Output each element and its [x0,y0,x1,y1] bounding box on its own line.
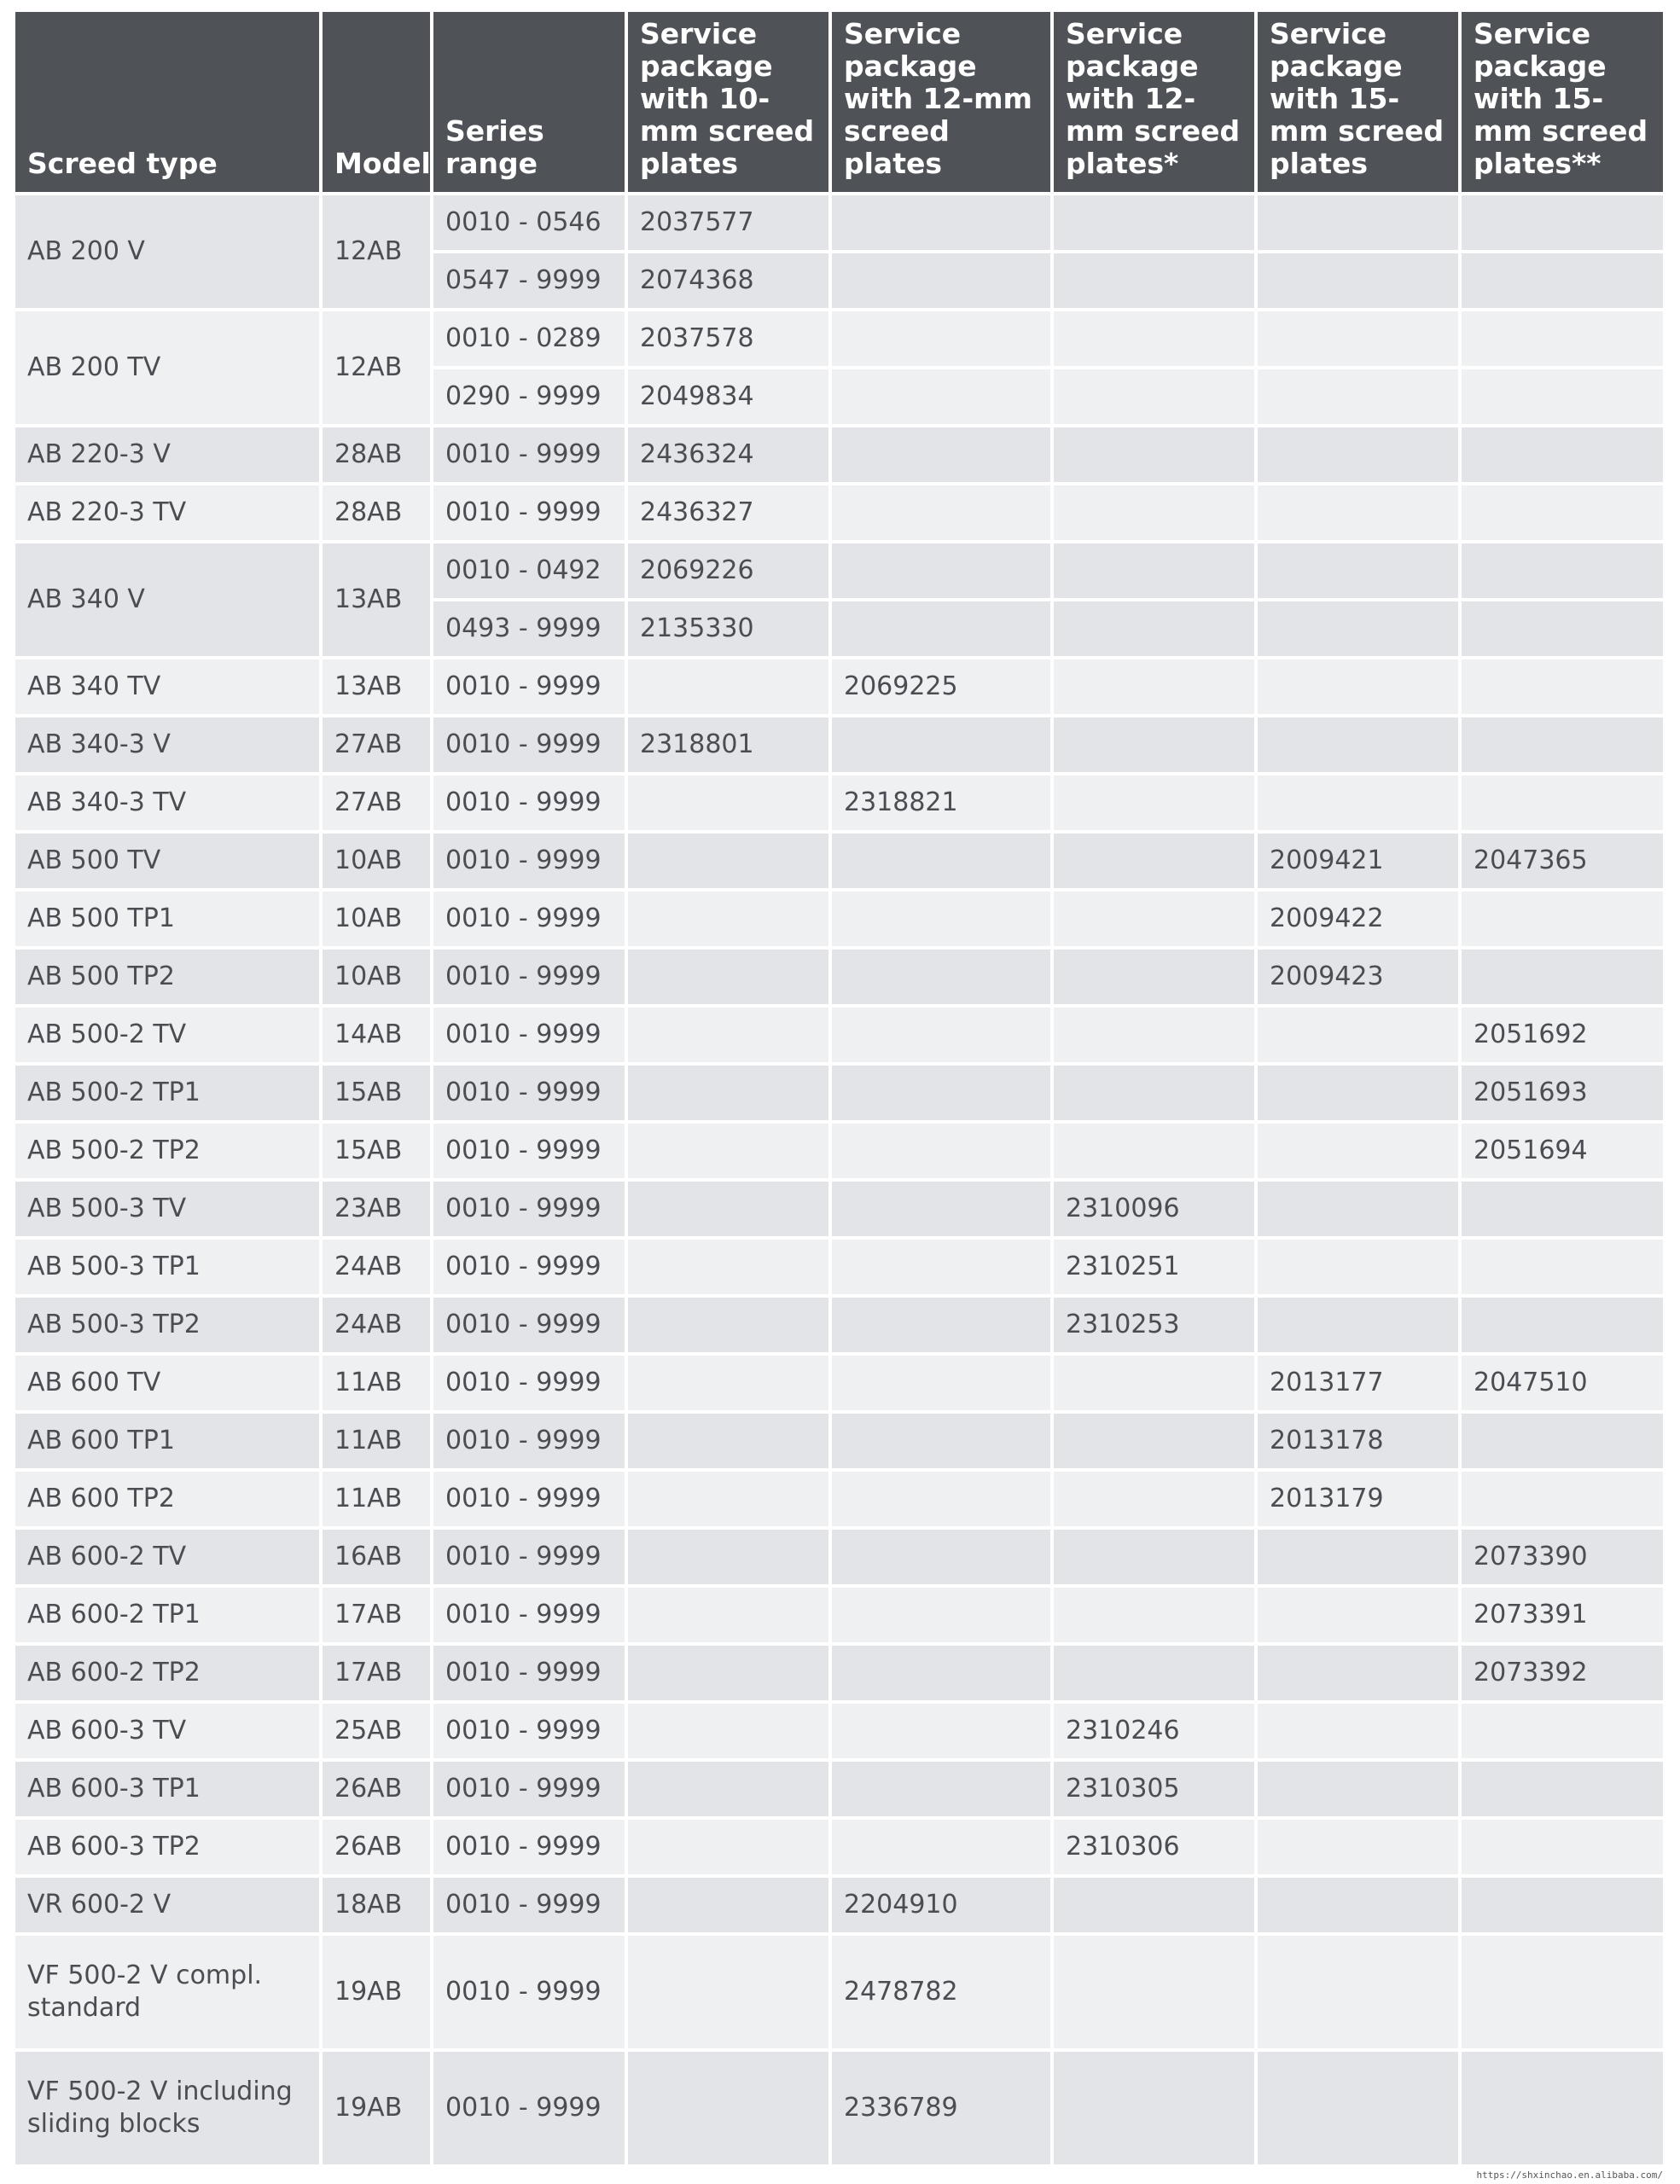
package-10mm-cell [628,1704,828,1758]
package-15mm-double-star-cell [1462,1472,1663,1526]
package-15mm-double-star-cell [1462,253,1663,308]
package-15mm-cell [1258,2052,1458,2164]
package-12mm-star-cell [1054,543,1254,598]
package-10mm-cell [628,1240,828,1294]
screed-type-cell: AB 340-3 V [15,717,319,772]
header-15mm-double-star: Service package with 15-mm screed plates** [1462,12,1663,192]
header-10mm: Service package with 10-mm screed plates [628,12,828,192]
model-cell: 26AB [323,1820,430,1874]
package-15mm-cell: 2013177 [1258,1356,1458,1410]
series-range-cell: 0547 - 9999 [433,253,625,308]
package-12mm-cell [832,1414,1050,1468]
table-row [15,1066,1663,1120]
model-cell: 13AB [323,659,430,714]
package-15mm-cell: 2013178 [1258,1414,1458,1468]
table-row [15,1936,1663,2048]
package-12mm-star-cell [1054,1066,1254,1120]
package-15mm-cell [1258,775,1458,830]
series-range-cell: 0010 - 9999 [433,485,625,540]
package-12mm-star-cell: 2310306 [1054,1820,1254,1874]
package-12mm-star-cell [1054,1472,1254,1526]
package-15mm-double-star-cell: 2051693 [1462,1066,1663,1120]
package-12mm-star-cell [1054,311,1254,366]
table-body [15,195,1663,2164]
package-15mm-double-star-cell [1462,950,1663,1004]
screed-type-cell: AB 600-2 TV [15,1530,319,1584]
package-15mm-cell [1258,1066,1458,1120]
package-12mm-star-cell [1054,717,1254,772]
package-12mm-star-cell: 2310246 [1054,1704,1254,1758]
package-12mm-star-cell [1054,1588,1254,1642]
package-10mm-cell: 2037577 [628,195,828,250]
package-15mm-double-star-cell [1462,485,1663,540]
package-10mm-cell [628,775,828,830]
package-10mm-cell [628,2052,828,2164]
package-10mm-cell: 2436327 [628,485,828,540]
table-row [15,1646,1663,1700]
package-15mm-double-star-cell: 2073390 [1462,1530,1663,1584]
package-15mm-double-star-cell [1462,1762,1663,1816]
series-range-cell: 0010 - 9999 [433,1066,625,1120]
header-12mm-star: Service package with 12-mm screed plates* [1054,12,1254,192]
table-row [15,195,1663,250]
model-cell: 12AB [323,195,430,308]
package-12mm-star-cell [1054,892,1254,946]
screed-type-cell: VF 500-2 V including sliding blocks [15,2052,319,2164]
table-row [15,717,1663,772]
package-12mm-cell [832,1646,1050,1700]
package-12mm-cell: 2318821 [832,775,1050,830]
package-12mm-cell: 2204910 [832,1878,1050,1932]
screed-type-cell: AB 500 TP1 [15,892,319,946]
package-15mm-cell [1258,1182,1458,1236]
screed-type-cell: AB 500-3 TP1 [15,1240,319,1294]
package-15mm-cell [1258,427,1458,482]
package-15mm-double-star-cell [1462,1704,1663,1758]
package-12mm-cell [832,601,1050,656]
package-15mm-double-star-cell [1462,543,1663,598]
table-row [15,950,1663,1004]
package-12mm-cell [832,892,1050,946]
service-package-table [12,9,1666,2168]
package-15mm-cell [1258,601,1458,656]
screed-type-cell: AB 200 TV [15,311,319,424]
package-12mm-cell [832,1530,1050,1584]
series-range-cell: 0010 - 9999 [433,1124,625,1178]
screed-type-cell: AB 600-3 TV [15,1704,319,1758]
screed-type-cell: AB 500 TP2 [15,950,319,1004]
package-12mm-cell [832,1704,1050,1758]
package-15mm-double-star-cell [1462,1936,1663,2048]
package-12mm-cell [832,1124,1050,1178]
series-range-cell: 0010 - 9999 [433,1936,625,2048]
package-12mm-star-cell: 2310251 [1054,1240,1254,1294]
package-10mm-cell [628,834,828,888]
package-15mm-double-star-cell: 2047510 [1462,1356,1663,1410]
table-row [15,427,1663,482]
model-cell: 15AB [323,1066,430,1120]
package-15mm-double-star-cell [1462,1820,1663,1874]
header-series-range: Series range [433,12,625,192]
package-15mm-cell: 2009423 [1258,950,1458,1004]
package-15mm-cell [1258,1240,1458,1294]
package-15mm-cell [1258,1646,1458,1700]
header-screed-type: Screed type [15,12,319,192]
model-cell: 24AB [323,1240,430,1294]
series-range-cell: 0010 - 9999 [433,1414,625,1468]
package-12mm-cell [832,1066,1050,1120]
package-10mm-cell [628,1472,828,1526]
series-range-cell: 0290 - 9999 [433,369,625,424]
table-row [15,1878,1663,1932]
package-10mm-cell [628,1646,828,1700]
table-row [15,1008,1663,1062]
model-cell: 11AB [323,1356,430,1410]
table-row [15,659,1663,714]
table-row [15,1356,1663,1410]
package-12mm-cell: 2336789 [832,2052,1050,2164]
package-15mm-cell [1258,195,1458,250]
table-row [15,311,1663,366]
table-row [15,2052,1663,2164]
package-12mm-cell [832,1762,1050,1816]
series-range-cell: 0010 - 9999 [433,834,625,888]
package-12mm-cell [832,834,1050,888]
model-cell: 19AB [323,1936,430,2048]
screed-type-cell: AB 600-3 TP1 [15,1762,319,1816]
header-model: Model [323,12,430,192]
model-cell: 27AB [323,775,430,830]
package-15mm-cell [1258,1008,1458,1062]
package-15mm-double-star-cell: 2073391 [1462,1588,1663,1642]
package-12mm-cell [832,1472,1050,1526]
package-12mm-star-cell [1054,485,1254,540]
package-15mm-cell [1258,1820,1458,1874]
package-10mm-cell: 2074368 [628,253,828,308]
table-row [15,775,1663,830]
package-12mm-cell [832,1182,1050,1236]
package-10mm-cell [628,1298,828,1352]
package-15mm-cell: 2009421 [1258,834,1458,888]
table-row [15,1182,1663,1236]
screed-type-cell: AB 600-3 TP2 [15,1820,319,1874]
screed-type-cell: AB 500 TV [15,834,319,888]
model-cell: 28AB [323,427,430,482]
screed-type-cell: AB 600 TV [15,1356,319,1410]
header-15mm: Service package with 15-mm screed plates [1258,12,1458,192]
package-10mm-cell [628,1820,828,1874]
package-10mm-cell [628,1356,828,1410]
package-15mm-double-star-cell [1462,1878,1663,1932]
package-15mm-double-star-cell [1462,601,1663,656]
package-12mm-star-cell [1054,1530,1254,1584]
package-12mm-cell [832,1820,1050,1874]
package-15mm-double-star-cell [1462,1298,1663,1352]
package-15mm-cell [1258,485,1458,540]
series-range-cell: 0010 - 9999 [433,659,625,714]
package-12mm-star-cell [1054,950,1254,1004]
package-10mm-cell [628,1066,828,1120]
package-10mm-cell: 2069226 [628,543,828,598]
model-cell: 19AB [323,2052,430,2164]
model-cell: 10AB [323,892,430,946]
series-range-cell: 0010 - 9999 [433,950,625,1004]
table-row [15,1298,1663,1352]
package-12mm-star-cell: 2310253 [1054,1298,1254,1352]
source-url: https://shxinchao.en.alibaba.com/ [1476,2169,1663,2181]
model-cell: 24AB [323,1298,430,1352]
package-15mm-cell [1258,1704,1458,1758]
screed-type-cell: AB 600-2 TP2 [15,1646,319,1700]
screed-type-cell: AB 600 TP2 [15,1472,319,1526]
series-range-cell: 0010 - 9999 [433,1704,625,1758]
package-10mm-cell [628,1124,828,1178]
package-15mm-cell [1258,543,1458,598]
series-range-cell: 0010 - 9999 [433,1588,625,1642]
table-row [15,1124,1663,1178]
package-10mm-cell: 2436324 [628,427,828,482]
screed-type-cell: AB 340 TV [15,659,319,714]
table-row [15,834,1663,888]
series-range-cell: 0010 - 9999 [433,717,625,772]
package-12mm-star-cell: 2310096 [1054,1182,1254,1236]
package-12mm-star-cell [1054,659,1254,714]
package-12mm-star-cell [1054,427,1254,482]
screed-type-cell: AB 500-3 TV [15,1182,319,1236]
package-12mm-cell [832,427,1050,482]
package-12mm-star-cell [1054,1878,1254,1932]
package-10mm-cell [628,1936,828,2048]
package-12mm-star-cell [1054,1646,1254,1700]
model-cell: 26AB [323,1762,430,1816]
package-15mm-double-star-cell [1462,1414,1663,1468]
package-15mm-cell [1258,1588,1458,1642]
package-15mm-cell: 2009422 [1258,892,1458,946]
package-10mm-cell: 2049834 [628,369,828,424]
screed-type-cell: VF 500-2 V compl. standard [15,1936,319,2048]
package-15mm-double-star-cell [1462,1240,1663,1294]
package-12mm-cell: 2478782 [832,1936,1050,2048]
series-range-cell: 0010 - 9999 [433,1820,625,1874]
screed-type-cell: AB 600-2 TP1 [15,1588,319,1642]
series-range-cell: 0010 - 9999 [433,1182,625,1236]
table-row [15,543,1663,598]
package-15mm-cell [1258,311,1458,366]
series-range-cell: 0010 - 9999 [433,1298,625,1352]
package-10mm-cell [628,659,828,714]
package-15mm-double-star-cell [1462,717,1663,772]
package-15mm-double-star-cell [1462,195,1663,250]
model-cell: 15AB [323,1124,430,1178]
package-12mm-star-cell: 2310305 [1054,1762,1254,1816]
package-12mm-cell [832,1298,1050,1352]
package-10mm-cell [628,1762,828,1816]
package-15mm-cell [1258,1936,1458,2048]
package-12mm-star-cell [1054,1936,1254,2048]
package-10mm-cell [628,1530,828,1584]
header-row [15,12,1663,192]
package-15mm-cell [1258,1762,1458,1816]
package-10mm-cell [628,1008,828,1062]
package-12mm-cell [832,369,1050,424]
screed-type-cell: AB 220-3 V [15,427,319,482]
package-12mm-star-cell [1054,601,1254,656]
package-15mm-cell: 2013179 [1258,1472,1458,1526]
series-range-cell: 0010 - 0492 [433,543,625,598]
model-cell: 27AB [323,717,430,772]
series-range-cell: 0010 - 9999 [433,1356,625,1410]
package-15mm-cell [1258,1298,1458,1352]
screed-type-cell: AB 500-2 TP2 [15,1124,319,1178]
screed-type-cell: AB 340-3 TV [15,775,319,830]
package-15mm-cell [1258,659,1458,714]
package-12mm-star-cell [1054,2052,1254,2164]
package-15mm-double-star-cell [1462,659,1663,714]
package-15mm-double-star-cell [1462,1182,1663,1236]
table-row [15,892,1663,946]
package-10mm-cell [628,1182,828,1236]
model-cell: 25AB [323,1704,430,1758]
package-10mm-cell [628,1414,828,1468]
package-15mm-double-star-cell [1462,775,1663,830]
model-cell: 14AB [323,1008,430,1062]
package-15mm-cell [1258,1878,1458,1932]
model-cell: 11AB [323,1414,430,1468]
series-range-cell: 0010 - 9999 [433,1240,625,1294]
package-10mm-cell: 2318801 [628,717,828,772]
screed-type-cell: AB 500-2 TV [15,1008,319,1062]
series-range-cell: 0010 - 9999 [433,1472,625,1526]
series-range-cell: 0010 - 9999 [433,892,625,946]
package-10mm-cell [628,1878,828,1932]
table-row [15,1762,1663,1816]
package-15mm-cell [1258,1530,1458,1584]
model-cell: 18AB [323,1878,430,1932]
table-row [15,1472,1663,1526]
package-12mm-cell [832,311,1050,366]
screed-type-cell: AB 340 V [15,543,319,656]
package-15mm-double-star-cell [1462,311,1663,366]
table-row [15,485,1663,540]
screed-type-cell: AB 600 TP1 [15,1414,319,1468]
model-cell: 12AB [323,311,430,424]
package-12mm-cell [832,253,1050,308]
screed-type-cell: AB 500-3 TP2 [15,1298,319,1352]
series-range-cell: 0010 - 9999 [433,1878,625,1932]
series-range-cell: 0010 - 9999 [433,775,625,830]
package-15mm-double-star-cell: 2051692 [1462,1008,1663,1062]
package-12mm-star-cell [1054,775,1254,830]
screed-type-cell: AB 200 V [15,195,319,308]
package-12mm-cell [832,485,1050,540]
package-12mm-cell [832,195,1050,250]
package-10mm-cell [628,1588,828,1642]
package-12mm-cell [832,1356,1050,1410]
package-15mm-double-star-cell [1462,369,1663,424]
package-12mm-star-cell [1054,1356,1254,1410]
package-12mm-star-cell [1054,1008,1254,1062]
package-15mm-double-star-cell [1462,427,1663,482]
table-row [15,1820,1663,1874]
table-row [15,1704,1663,1758]
package-12mm-star-cell [1054,834,1254,888]
model-cell: 10AB [323,950,430,1004]
package-15mm-cell [1258,1124,1458,1178]
screed-type-cell: AB 220-3 TV [15,485,319,540]
series-range-cell: 0010 - 9999 [433,1530,625,1584]
header-12mm: Service package with 12-mm screed plates [832,12,1050,192]
model-cell: 11AB [323,1472,430,1526]
package-15mm-double-star-cell [1462,892,1663,946]
package-12mm-cell [832,950,1050,1004]
package-12mm-cell [832,1588,1050,1642]
series-range-cell: 0010 - 9999 [433,427,625,482]
model-cell: 13AB [323,543,430,656]
series-range-cell: 0010 - 9999 [433,1762,625,1816]
table-row [15,1530,1663,1584]
package-12mm-star-cell [1054,253,1254,308]
series-range-cell: 0010 - 0546 [433,195,625,250]
package-15mm-cell [1258,253,1458,308]
package-12mm-star-cell [1054,1124,1254,1178]
table-row [15,1588,1663,1642]
model-cell: 28AB [323,485,430,540]
package-10mm-cell [628,950,828,1004]
package-10mm-cell: 2135330 [628,601,828,656]
model-cell: 16AB [323,1530,430,1584]
screed-type-cell: AB 500-2 TP1 [15,1066,319,1120]
model-cell: 10AB [323,834,430,888]
package-12mm-cell: 2069225 [832,659,1050,714]
package-12mm-cell [832,717,1050,772]
package-10mm-cell [628,892,828,946]
model-cell: 17AB [323,1646,430,1700]
package-12mm-cell [832,1008,1050,1062]
series-range-cell: 0010 - 9999 [433,1646,625,1700]
package-12mm-star-cell [1054,195,1254,250]
package-12mm-cell [832,1240,1050,1294]
series-range-cell: 0010 - 0289 [433,311,625,366]
model-cell: 17AB [323,1588,430,1642]
package-15mm-double-star-cell: 2073392 [1462,1646,1663,1700]
package-15mm-double-star-cell: 2051694 [1462,1124,1663,1178]
model-cell: 23AB [323,1182,430,1236]
series-range-cell: 0010 - 9999 [433,1008,625,1062]
series-range-cell: 0493 - 9999 [433,601,625,656]
package-12mm-star-cell [1054,1414,1254,1468]
screed-type-cell: VR 600-2 V [15,1878,319,1932]
package-15mm-cell [1258,369,1458,424]
package-12mm-star-cell [1054,369,1254,424]
table-row [15,1414,1663,1468]
package-10mm-cell: 2037578 [628,311,828,366]
package-15mm-double-star-cell: 2047365 [1462,834,1663,888]
package-15mm-double-star-cell [1462,2052,1663,2164]
package-15mm-cell [1258,717,1458,772]
table-row [15,1240,1663,1294]
package-12mm-cell [832,543,1050,598]
series-range-cell: 0010 - 9999 [433,2052,625,2164]
